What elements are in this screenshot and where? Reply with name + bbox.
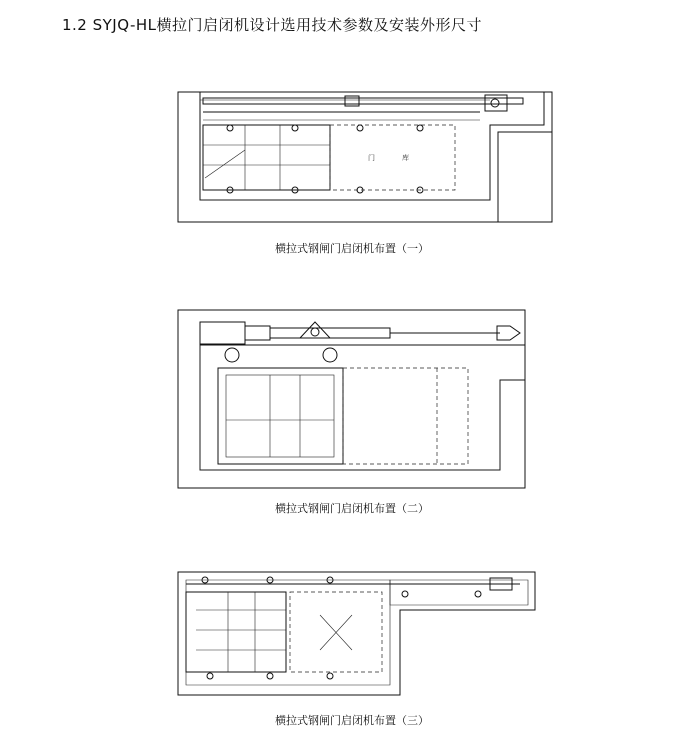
- figure-3-wall: [178, 572, 535, 695]
- figure-2-wall: [178, 310, 525, 488]
- figure-3-caption: 横拉式钢闸门启闭机布置（三）: [275, 714, 429, 727]
- figure-2-cylinder: [270, 328, 390, 338]
- figure-2-drawing: [178, 310, 525, 488]
- section-heading: 1.2 SYJQ-HL横拉门启闭机设计选用技术参数及安装外形尺寸: [62, 16, 483, 34]
- figure-3-door: [186, 592, 286, 672]
- figure-1-label-depot: 库: [402, 154, 409, 162]
- figure-2-caption: 横拉式钢闸门启闭机布置（二）: [275, 502, 429, 515]
- figure-1-door: [203, 125, 330, 190]
- figure-2-door: [218, 368, 343, 464]
- figure-1-drawing: [178, 92, 552, 222]
- figure-3-drawing: [178, 572, 535, 695]
- figure-3-opening: [290, 592, 382, 672]
- figure-2-motor: [200, 322, 245, 344]
- figure-2-opening: [343, 368, 468, 464]
- figure-1-motor: [485, 95, 507, 111]
- figure-1-opening: [330, 125, 455, 190]
- figure-1-rail: [203, 98, 523, 104]
- figure-1-caption: 横拉式钢闸门启闭机布置（一）: [275, 242, 429, 255]
- figure-1-label-door: 门: [368, 154, 375, 162]
